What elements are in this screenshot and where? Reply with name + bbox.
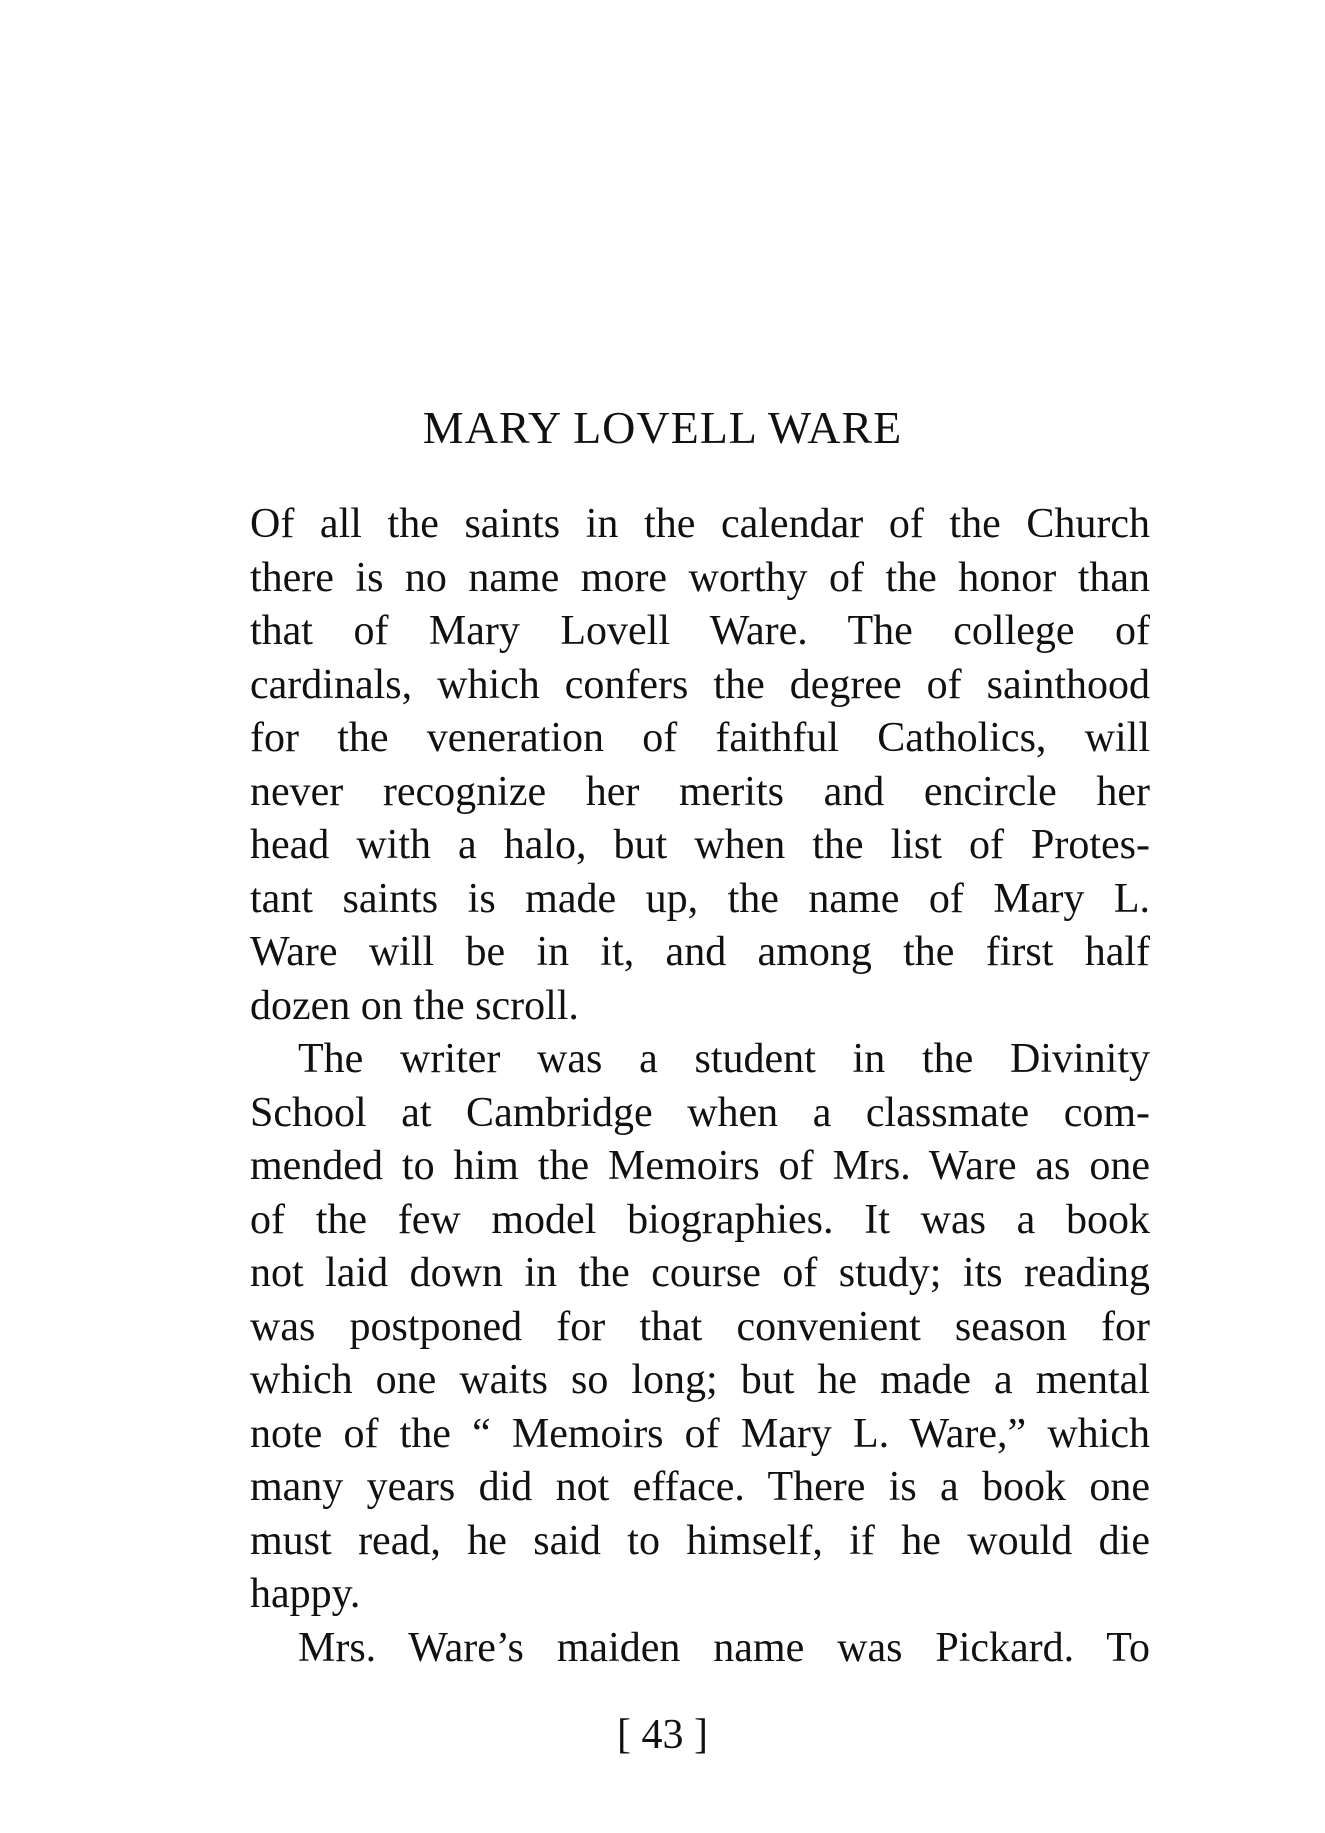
text-line: that of Mary Lovell Ware. The college of [250, 608, 1150, 654]
text-line: head with a halo, but when the list of Protes- [250, 822, 1150, 868]
text-line: there is no name more worthy of the honor than [250, 554, 1150, 601]
text-line: note of the “ Memoirs of Mary L. Ware,” which [250, 1410, 1150, 1457]
text-line: tant saints is made up, the name of Mary L. [250, 875, 1150, 922]
text-line: cardinals, which confers the degree of sainthood [250, 661, 1150, 708]
text-line: Of all the saints in the calendar of the Church [250, 501, 1150, 547]
text-line: School at Cambridge when a classmate com- [250, 1089, 1150, 1136]
text-line: The writer was a student in the Divinity [298, 1036, 1150, 1082]
text-line: never recognize her merits and encircle her [250, 768, 1150, 815]
text-line: mended to him the Memoirs of Mrs. Ware as one [250, 1143, 1150, 1189]
page-number: [ 43 ] [617, 1712, 708, 1758]
text-line: many years did not efface. There is a book one [250, 1464, 1150, 1510]
text-line: for the veneration of faithful Catholics, will [250, 715, 1150, 761]
text-line: dozen on the scroll. [250, 982, 579, 1029]
text-line: not laid down in the course of study; its reading [250, 1250, 1150, 1296]
chapter-title: MARY LOVELL WARE [422, 402, 903, 453]
text-line: of the few model biographies. It was a book [250, 1196, 1150, 1243]
text-line: happy. [250, 1571, 361, 1617]
text-line: which one waits so long; but he made a mental [250, 1357, 1150, 1403]
body-text [250, 498, 1150, 1675]
text-line: Ware will be in it, and among the first half [250, 929, 1150, 975]
text-line: must read, he said to himself, if he would die [250, 1517, 1150, 1564]
text-line: was postponed for that convenient season for [250, 1303, 1150, 1350]
text-line: Mrs. Ware’s maiden name was Pickard. To [298, 1624, 1150, 1671]
